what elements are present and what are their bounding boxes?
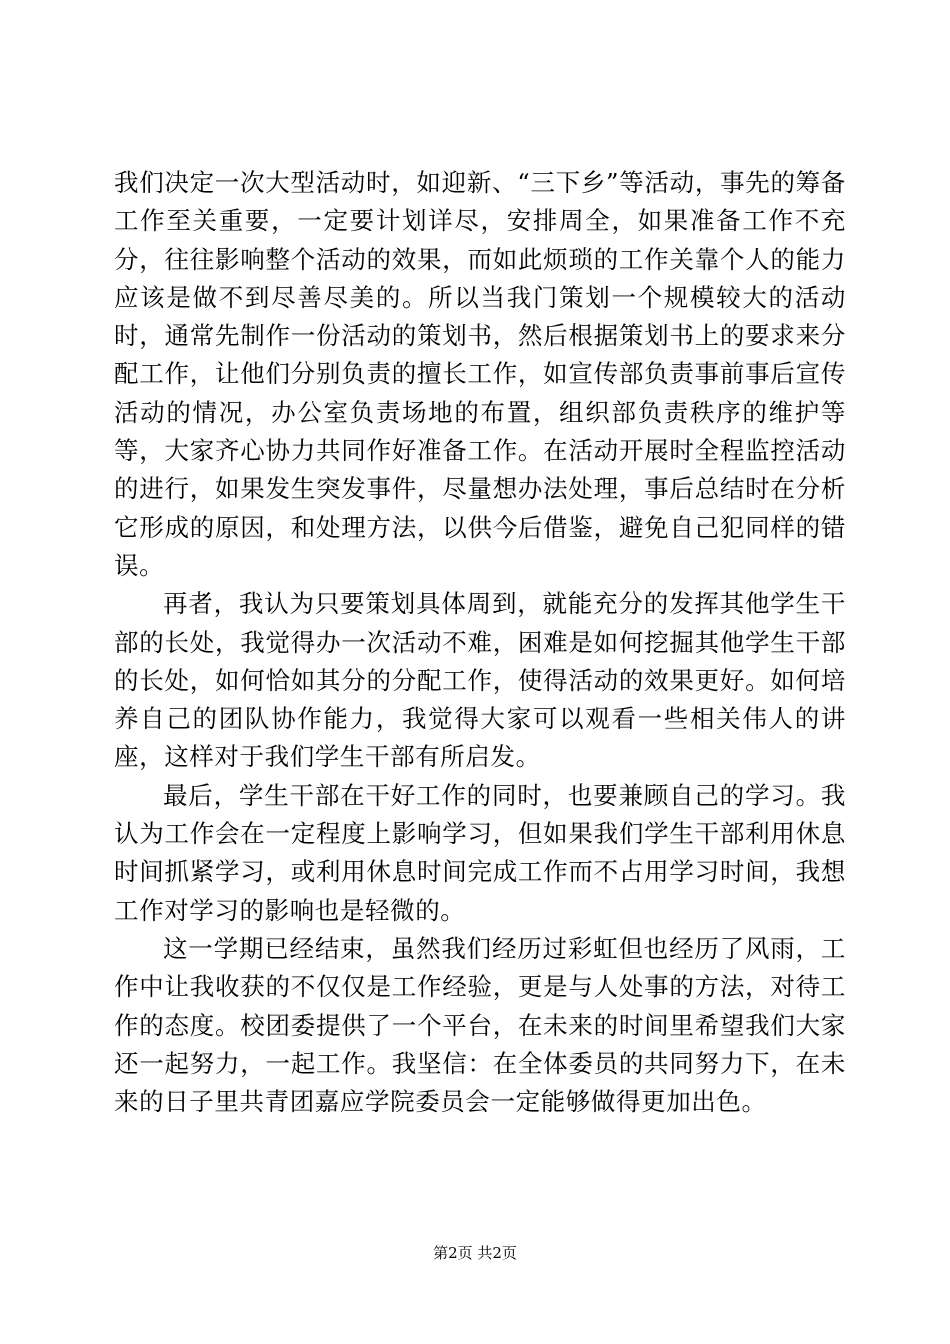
- page-number-label: 第2页 共2页: [433, 1244, 517, 1262]
- paragraph-1: 我们决定一次大型活动时，如迎新、“三下乡”等活动，事先的筹备工作至关重要，一定要计划详尽，安排周全，如果准备工作不充分，往往影响整个活动的效果，而如此烦琐的工作关靠个人的能力应该是做不到尽善尽美的。所以当我门策划一个规模较大的活动时，通常先制作一份活动的策划书，然后根据策划书上的要求来分配工作，让他们分别负责的擅长工作，如宣传部负责事前事后宣传活动的情况，办公室负责场地的布置，组织部负责秩序的维护等等，大家齐心协力共同作好准备工作。在活动开展时全程监控活动的进行，如果发生突发事件，尽量想办法处理，事后总结时在分析它形成的原因，和处理方法，以供今后借鉴，避免自己犯同样的错误。: [114, 168, 846, 580]
- paragraph-3: 最后，学生干部在干好工作的同时，也要兼顾自己的学习。我认为工作会在一定程度上影响学习，但如果我们学生干部利用休息时间抓紧学习，或利用休息时间完成工作而不占用学习时间，我想工作对学习的影响也是轻微的。: [114, 780, 846, 925]
- page-footer: [0, 1243, 950, 1263]
- paragraph-2: 再者，我认为只要策划具体周到，就能充分的发挥其他学生干部的长处，我觉得办一次活动不难，困难是如何挖掘其他学生干部的长处，如何恰如其分的分配工作，使得活动的效果更好。如何培养自己的团队协作能力，我觉得大家可以观看一些相关伟人的讲座，这样对于我们学生干部有所启发。: [114, 589, 846, 772]
- paragraph-4: 这一学期已经结束，虽然我们经历过彩虹但也经历了风雨，工作中让我收获的不仅仅是工作经验，更是与人处事的方法，对待工作的态度。校团委提供了一个平台，在未来的时间里希望我们大家还一起努力，一起工作。我坚信：在全体委员的共同努力下，在未来的日子里共青团嘉应学院委员会一定能够做得更加出色。: [114, 933, 846, 1117]
- document-body: [114, 164, 846, 1121]
